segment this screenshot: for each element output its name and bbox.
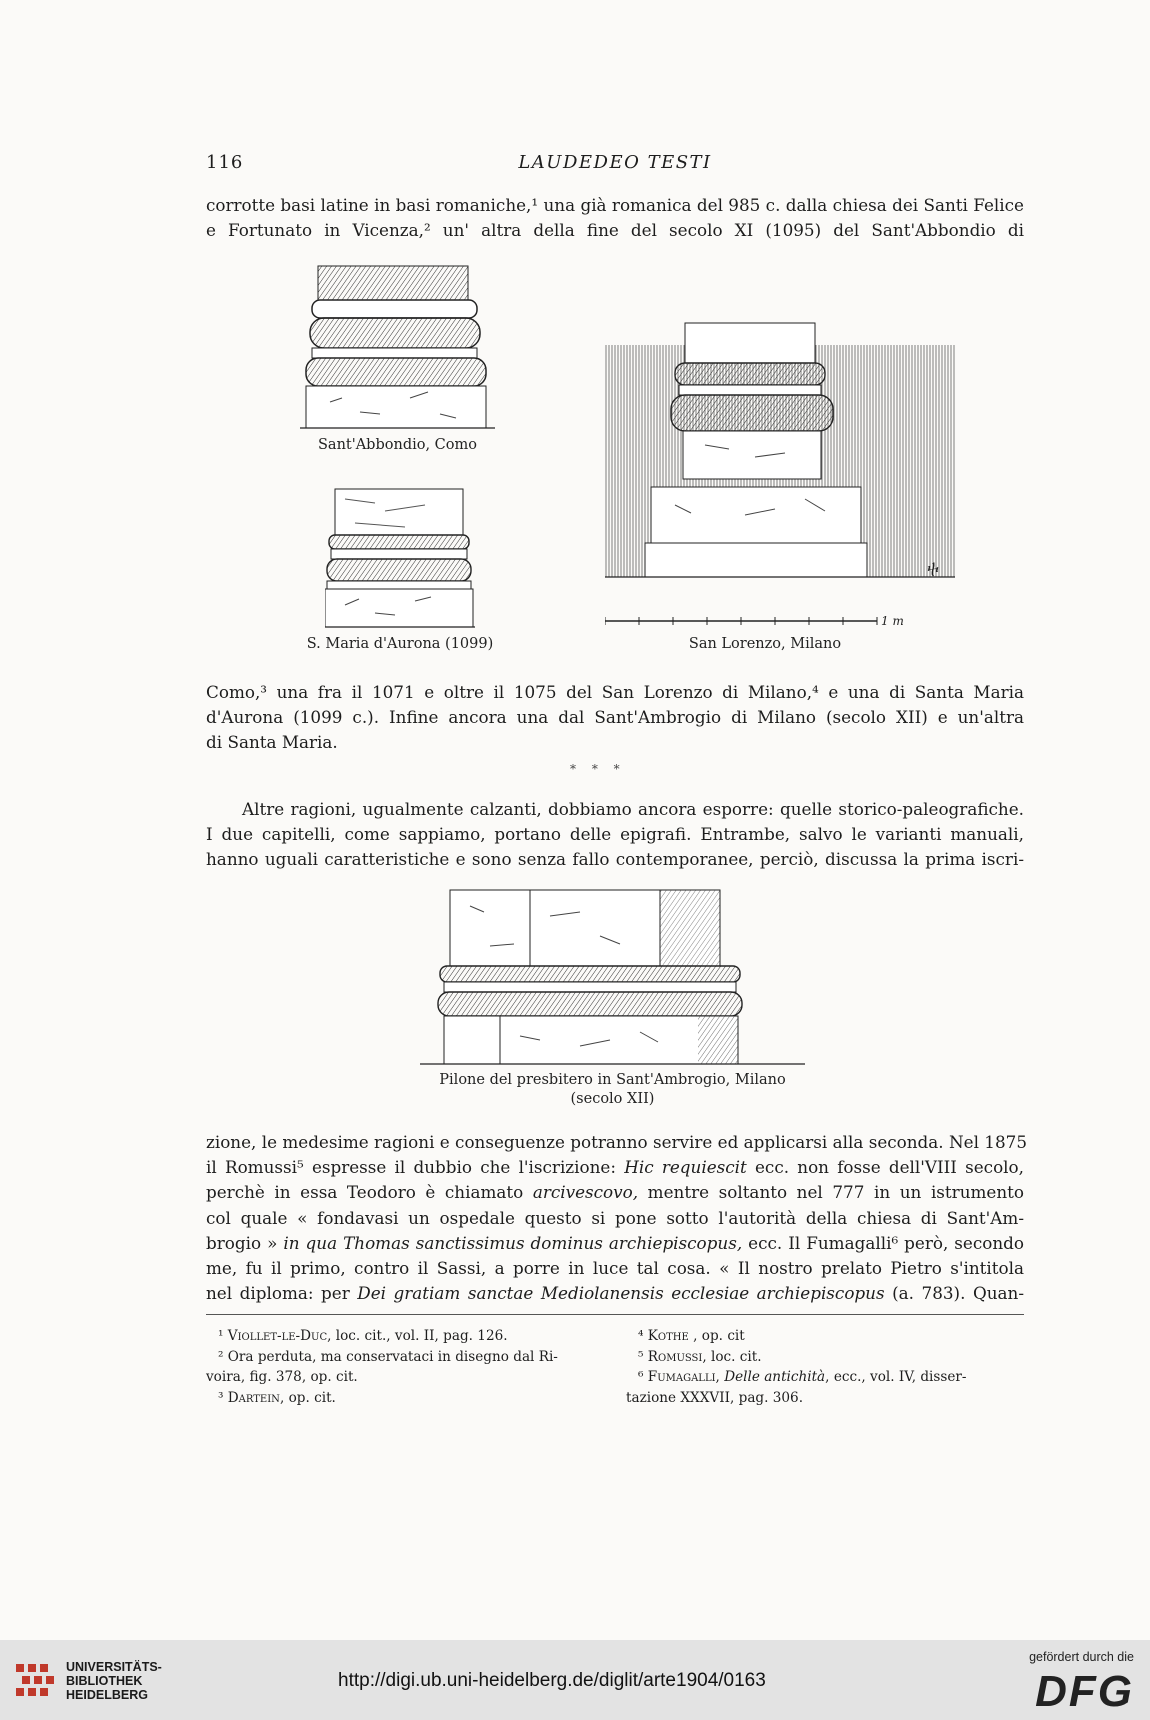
text-line: perchè in essa Teodoro è chiamato arcivescovo, mentre soltanto nel 777 in un istrumento — [206, 1182, 1024, 1203]
text-line: Altre ragioni, ugualmente calzanti, dobbiamo ancora esporre: quelle storico-paleografiche. — [242, 799, 1024, 819]
footnote-6: ⁶ Fumagalli, Delle antichità, ecc., vol. IV, disser- — [638, 1369, 967, 1385]
footnote-5: ⁵ Romussi, loc. cit. — [638, 1348, 762, 1365]
scale-label: 1 m — [881, 614, 904, 627]
san-lorenzo-caption: San Lorenzo, Milano — [688, 636, 842, 652]
text-line: e Fortunato in Vicenza,² un' altra della fine del secolo XI (1095) del Sant'Abbondio di — [206, 220, 1024, 241]
footnotes-right — [626, 1326, 1024, 1408]
source-url-link[interactable]: http://digi.ub.uni-heidelberg.de/diglit/arte1904/0163 — [338, 1670, 766, 1691]
library-name: UNIVERSITÄTS- BIBLIOTHEK HEIDELBERG — [66, 1660, 162, 1702]
santa-maria-caption: S. Maria d'Aurona (1099) — [306, 636, 494, 652]
text-line: nel diploma: per Dei gratiam sanctae Mediolanensis ecclesiae archiepiscopus (a. 783). Quan- — [206, 1283, 1024, 1304]
footnote-3: ³ Dartein, op. cit. — [218, 1389, 336, 1406]
sant-abbondio-caption: Sant'Abbondio, Como — [317, 437, 477, 453]
funding-note: gefördert durch die — [1029, 1650, 1134, 1664]
signature-mark: ⴕ — [927, 561, 940, 577]
footnote-2-cont: voira, fig. 378, op. cit. — [206, 1369, 358, 1385]
text-line: di Santa Maria. — [206, 732, 338, 753]
university-library-logo-icon — [14, 1662, 58, 1706]
altre-ragioni-paragraph — [206, 797, 1024, 873]
zione-paragraph — [206, 1130, 1027, 1306]
pilone-caption — [420, 1071, 805, 1109]
text-line: brogio » in qua Thomas sanctissimus dominus archiepiscopus, ecc. Il Fumagalli⁶ però, secondo — [206, 1232, 1024, 1253]
footnote-2: ² Ora perduta, ma conservataci in disegno dal Ri- — [218, 1348, 558, 1365]
footnote-6-cont: tazione XXXVII, pag. 306. — [626, 1389, 804, 1406]
running-title: LAUDEDEO TESTI — [518, 152, 712, 173]
text-line: corrotte basi latine in basi romaniche,¹ una già romanica del 985 c. dalla chiesa dei Santi Felice — [206, 195, 1024, 215]
footnote-rule — [206, 1314, 1024, 1315]
text-line: col quale « fondavasi un ospedale questo si pone sotto l'autorità della chiesa di Sant'Am- — [206, 1207, 1024, 1228]
como-paragraph — [206, 680, 1024, 756]
text-line: me, fu il primo, contro il Sassi, a porre in luce tal cosa. « Il nostro prelato Pietro s'intitola — [206, 1258, 1024, 1279]
digitization-footer — [0, 1640, 1150, 1720]
footnote-4: ⁴ Kothe , op. cit — [638, 1328, 745, 1344]
pilone-sant-ambrogio-drawing — [420, 886, 805, 1066]
text-line: I due capitelli, come sappiamo, portano delle epigrafi. Entrambe, salvo le varianti manuali, — [206, 824, 1024, 845]
intro-paragraph — [206, 193, 1024, 243]
text-line: il Romussi⁵ espresse il dubbio che l'iscrizione: Hic requiescit ecc. non fosse dell'VIII secolo, — [206, 1157, 1024, 1178]
santa-maria-aurona-base-drawing — [325, 487, 475, 629]
pilone-caption-line1: Pilone del presbitero in Sant'Ambrogio, Milano — [439, 1072, 786, 1088]
footnotes-left — [206, 1326, 606, 1408]
text-line: d'Aurona (1099 c.). Infine ancora una dal Sant'Ambrogio di Milano (secolo XII) e un'altra — [206, 707, 1024, 728]
footnote-1: ¹ Viollet-le-Duc, loc. cit., vol. II, pag. 126. — [218, 1328, 508, 1344]
sant-abbondio-base-drawing — [300, 262, 495, 430]
dfg-logo: DFG — [1035, 1667, 1134, 1716]
pilone-caption-line2: (secolo XII) — [570, 1091, 655, 1107]
running-header — [206, 152, 1024, 178]
text-line: Como,³ una fra il 1071 e oltre il 1075 del San Lorenzo di Milano,⁴ e una di Santa Maria — [206, 682, 1024, 702]
page-number: 116 — [206, 152, 244, 173]
san-lorenzo-base-drawing — [605, 315, 955, 627]
text-line: zione, le medesime ragioni e conseguenze potranno servire ed applicarsi alla seconda. Nel 1875 — [206, 1132, 1027, 1152]
section-separator: * * * — [570, 762, 626, 776]
text-line: hanno uguali caratteristiche e sono senza fallo contemporanee, perciò, discussa la prima iscri- — [206, 849, 1024, 870]
